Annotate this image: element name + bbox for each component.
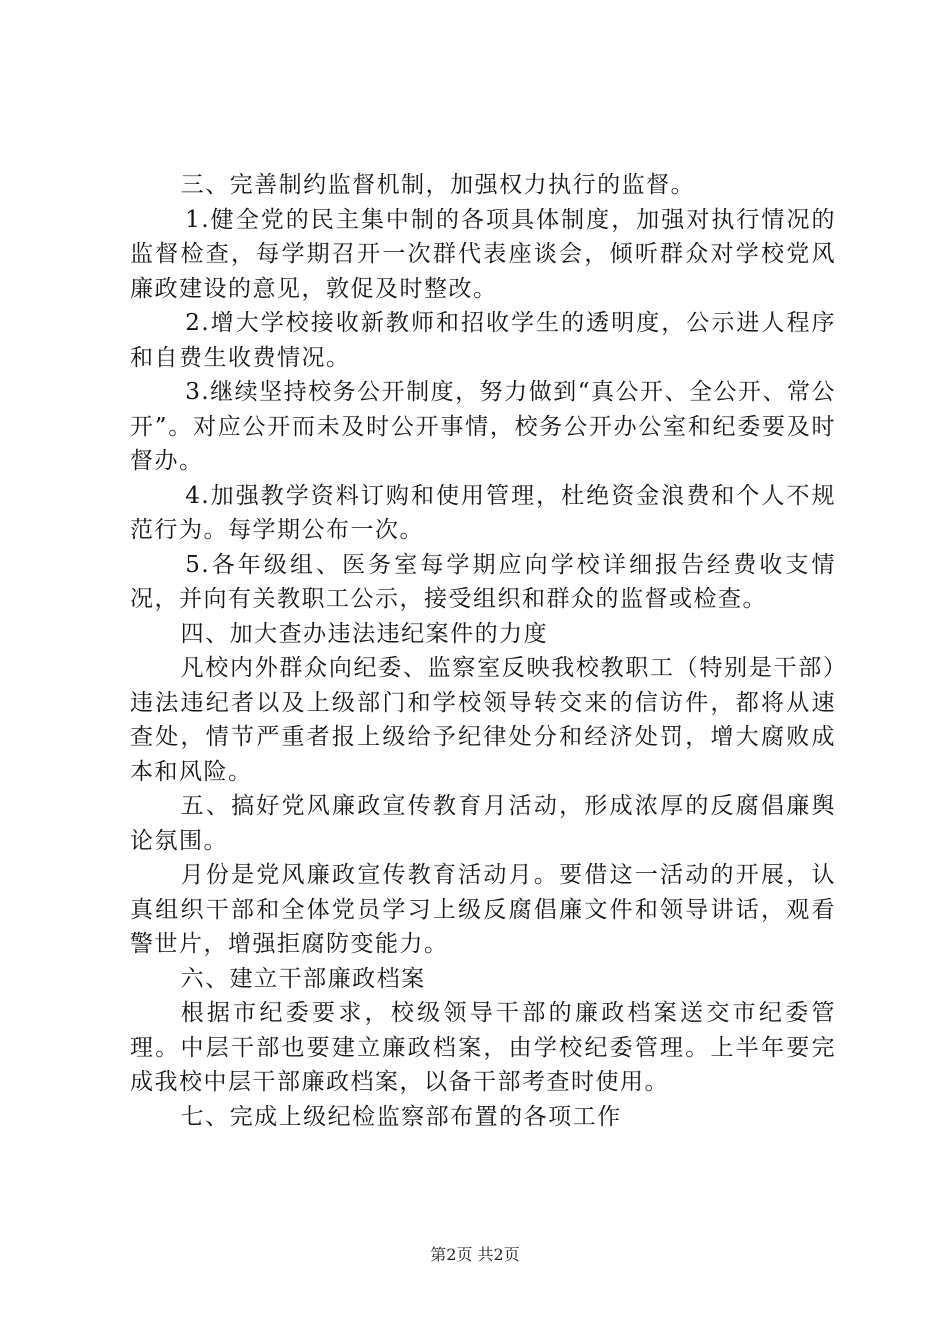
list-item-2: 2.增大学校接收新教师和招收学生的透明度，公示进人程序和自费生收费情况。 bbox=[130, 310, 836, 371]
section-heading-7: 七、完成上级纪检监察部布置的各项工作 bbox=[180, 1103, 622, 1130]
section-heading-4: 四、加大查办违法违纪案件的力度 bbox=[180, 620, 549, 647]
list-item-3: 3.继续坚持校务公开制度，努力做到“真公开、全公开、常公开”。对应公开而未及时公开事情，校务公开办公室和纪委要及时督办。 bbox=[130, 379, 836, 474]
section-heading-3: 三、完善制约监督机制，加强权力执行的监督。 bbox=[180, 172, 696, 198]
paragraph-education-month: 月份是党风廉政宣传教育活动月。要借这一活动的开展，认真组织干部和全体党员学习上级反腐倡廉文件和领导讲话，观看警世片，增强拒腐防变能力。 bbox=[130, 862, 836, 957]
document-body bbox=[130, 168, 836, 1134]
section-heading-5: 五、搞好党风廉政宣传教育月活动，形成浓厚的反腐倡廉舆论氛围。 bbox=[130, 793, 836, 854]
paragraph-investigation: 凡校内外群众向纪委、监察室反映我校教职工（特别是干部）违法违纪者以及上级部门和学校领导转交来的信访件，都将从速查处，情节严重者报上级给予纪律处分和经济处罚，增大腐败成本和风险。 bbox=[130, 655, 836, 785]
paragraph-archives: 根据市纪委要求，校级领导干部的廉政档案送交市纪委管理。中层干部也要建立廉政档案，由学校纪委管理。上半年要完成我校中层干部廉政档案，以备干部考查时使用。 bbox=[130, 1000, 836, 1095]
list-item-5: 5.各年级组、医务室每学期应向学校详细报告经费收支情况，并向有关教职工公示，接受组织和群众的监督或检查。 bbox=[130, 551, 836, 612]
section-heading-6: 六、建立干部廉政档案 bbox=[180, 965, 426, 992]
page-number-footer: 第2页 共2页 bbox=[430, 1245, 520, 1264]
list-item-4: 4.加强教学资料订购和使用管理，杜绝资金浪费和个人不规范行为。每学期公布一次。 bbox=[130, 482, 836, 543]
list-item-1: 1.健全党的民主集中制的各项具体制度，加强对执行情况的监督检查，每学期召开一次群代表座谈会，倾听群众对学校党风廉政建设的意见，敦促及时整改。 bbox=[130, 206, 836, 302]
